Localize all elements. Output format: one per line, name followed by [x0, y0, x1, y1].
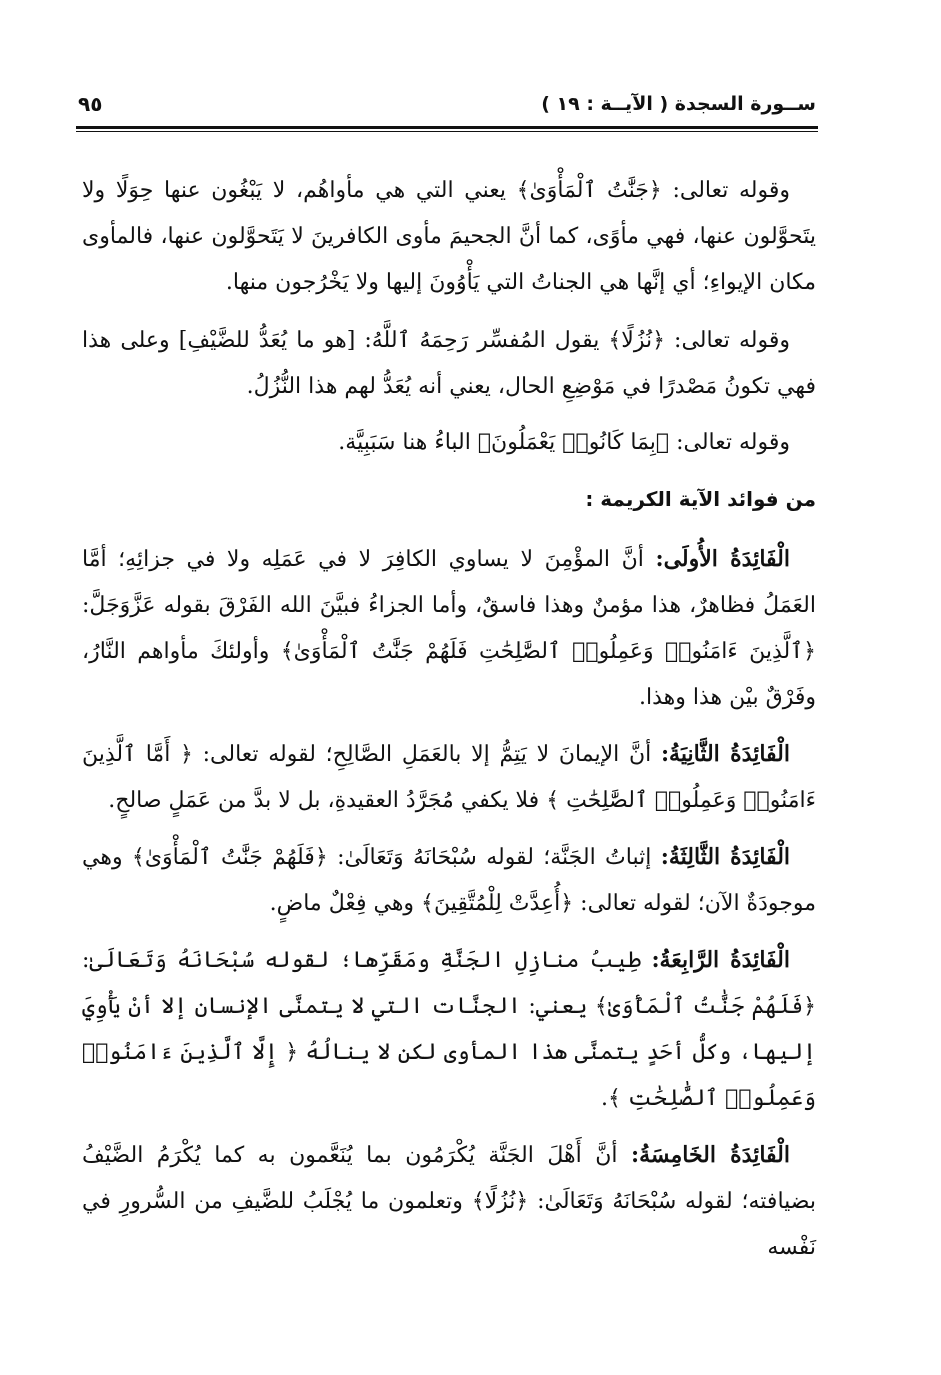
section-heading: من فوائد الآية الكريمة : [585, 487, 816, 511]
header-rule [76, 126, 818, 129]
running-title: ســورة السجدة ( الآيــة : ١٩ ) [541, 93, 816, 115]
benefit-lead: الْفَائِدَةُ الثَّالِثَةُ: [660, 844, 791, 870]
benefit-lead: الْفَائِدَةُ الرَّابِعَةُ: [651, 947, 790, 973]
page-body [82, 168, 816, 1281]
paragraph: وقوله تعالى: ﴿نُزُلًا﴾ يقول المُفسِّر رَحِمَهُ ٱللَّهُ: [هو ما يُعَدُّ للضَّيْفِ] وعلى هذا فهي تكونُ مَصْدرًا في مَوْضِعِ الحال، يعني أنه يُعَدُّ لهم هذا النُّزُلُ. [82, 328, 816, 399]
benefit-text: طِيبُ منازِلِ الجَنَّةِ ومَقَرِّها؛ لقوله سُبْحَانَهُ وَتَعَالَىٰ: ﴿فَلَهُمْ جَنَّٰتُ ٱلْمَأْوَىٰ﴾ يعني: الجنَّات التي لا يتمنَّى الإنسان إلا أنْ يَأْوِيَ إليها، وكلُّ أحَدٍ يتمنَّى هذا المأوى لكن لا ينالُهُ ﴿ إِلَّا ٱلَّذِينَ ءَامَنُوا۟ وَعَمِلُوا۟ ٱلصَّٰلِحَٰتِ ﴾. [82, 948, 816, 1111]
page-number: ٩٥ [78, 92, 103, 116]
benefit-paragraph [82, 1132, 816, 1271]
page-header [78, 84, 816, 124]
paragraph: وقوله تعالى: ﴿جَنَّٰتُ ٱلْمَأْوَىٰ﴾ يعني التي هي مأواهُم، لا يَبْغُون عنها حِوَلًا ولا يتَحوَّلون عنها، فهي مأوًى، كما أنَّ الجحيمَ مأوى الكافرينَ لا يَتَحوَّلون عنها، فالمأوى مكان الإيواءِ؛ أي إنَّها هي الجناتُ التي يَأْوُونَ إليها ولا يَخْرُجون منها. [82, 178, 816, 295]
benefit-paragraph [82, 834, 816, 927]
benefit-paragraph [82, 536, 816, 721]
benefit-paragraph [82, 937, 816, 1122]
benefit-paragraph [82, 731, 816, 824]
benefit-text: أنَّ أَهْلَ الجَنَّة يُكْرَمُون بما يُنَعَّمون به كما يُكْرَمُ الضَّيْفُ بضيافته؛ لقوله سُبْحَانَهُ وَتَعَالَىٰ: ﴿نُزُلًا﴾ وتعلمون ما يُجْلَبُ للضَّيفِ من السُّرورِ في نَفْسه [82, 1143, 816, 1260]
benefit-text: أنَّ المؤْمِنَ لا يساوي الكافِرَ لا في عَمَلِه ولا في جزائِهِ؛ أمَّا العَمَلُ فظاهرٌ، هذا مؤمنٌ وهذا فاسقٌ، وأما الجزاءُ فبيَّنَ الله الفَرْقَ بقوله عَزَّوَجَلَّ: ﴿ٱلَّذِينَ ءَامَنُوا۟ وَعَمِلُوا۟ ٱلصَّٰلِحَٰتِ فَلَهُمْ جَنَّٰتُ ٱلْمَأْوَىٰ﴾ وأولئكَ مأواهم النَّارُ، وفَرْقٌ بيْن هذا وهذا. [82, 547, 816, 710]
benefit-text: أنَّ الإيمانَ لا يَتِمُّ إلا بالعَمَلِ الصَّالِحِ؛ لقوله تعالى: ﴿ أَمَّا ٱلَّذِينَ ءَامَنُوا۟ وَعَمِلُوا۟ ٱلصَّٰلِحَٰتِ ﴾ فلا يكفي مُجَرَّدُ العقيدةِ، بل لا بدَّ من عَمَلٍ صالحٍ. [82, 742, 816, 813]
benefit-text: إثباتُ الجَنَّة؛ لقوله سُبْحَانَهُ وَتَعَالَىٰ: ﴿فَلَهُمْ جَنَّٰتُ ٱلْمَأْوَىٰ﴾ وهي موجودَةٌ الآن؛ لقوله تعالى: ﴿أُعِدَّتْ لِلْمُتَّقِينَ﴾ وهي فِعْلٌ ماضٍ. [82, 845, 816, 916]
benefit-lead: الْفَائِدَةُ الأُولَى: [655, 546, 790, 572]
paragraph: وقوله تعالى: ﴿بِمَا كَانُوا۟ يَعْمَلُونَ﴾ الباءُ هنا سَبَبِيَّة. [338, 430, 790, 455]
benefit-lead: الْفَائِدَةُ الخَامِسَةُ: [630, 1142, 790, 1168]
benefit-lead: الْفَائِدَةُ الثَّانِيَةُ: [660, 741, 790, 767]
header-rule-thin [76, 131, 818, 132]
